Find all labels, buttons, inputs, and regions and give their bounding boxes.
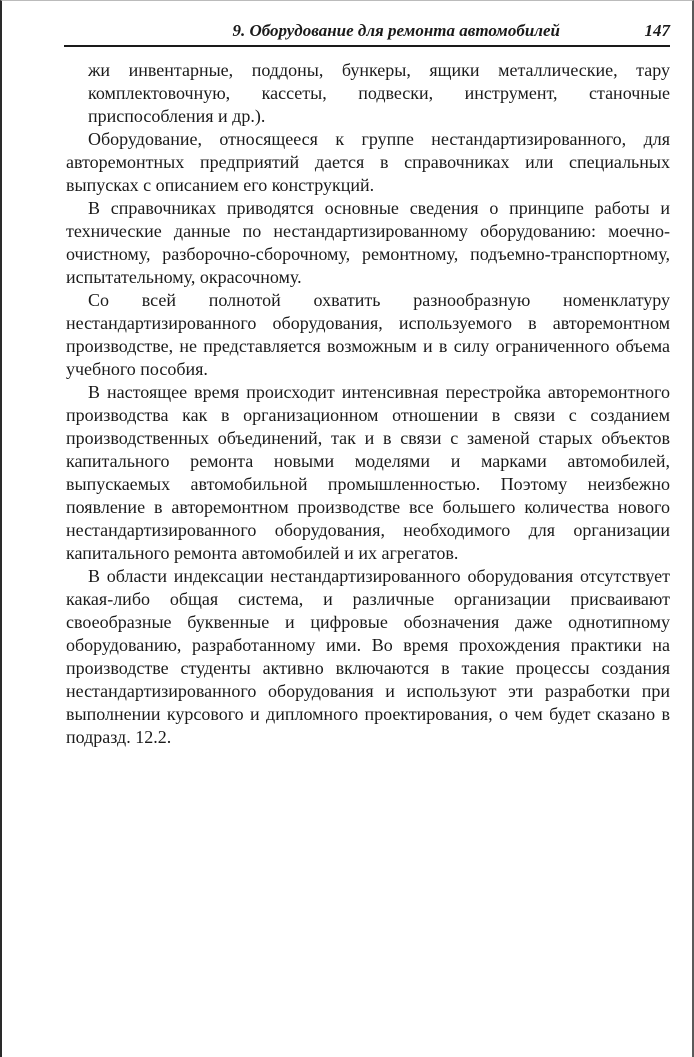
running-header [64, 19, 670, 47]
chapter-title: 9. Оборудование для ремонта автомобилей [232, 21, 560, 40]
paragraph: В настоящее время происходит интенсивная перестройка авторемонтного производства как в организационном отношении в связи с созданием производственных объединений, так и в связи с заменой старых объектов капитального ремонта новыми моделями и марками автомобилей, выпускаемых автомобильной промышленностью. Поэтому неизбежно появление в авторемонтном производстве все большего количества нового нестандартизированного оборудования, необходимого для организации капитального ремонта автомобилей и их агрегатов. [66, 382, 670, 563]
paragraph: В справочниках приводятся основные сведения о принципе работы и технические данные по нестандартизированному оборудованию: моечно-очистному, разборочно-сборочному, ремонтному, подъемно-транспортному, испытательному, окрасочному. [66, 198, 670, 287]
paragraph: Оборудование, относящееся к группе нестандартизированного, для авторемонтных предприятий дается в справочниках или специальных выпусках с описанием его конструкций. [66, 129, 670, 195]
body-text [66, 59, 670, 749]
paragraph-continuation: жи инвентарные, поддоны, бункеры, ящики металлические, тару комплектовочную, кассеты, подвески, инструмент, станочные приспособления и др.). [88, 60, 670, 126]
page-number: 147 [644, 21, 670, 40]
paragraph: Со всей полнотой охватить разнообразную номенклатуру нестандартизированного оборудования, используемого в авторемонтном производстве, не представляется возможным и в силу ограниченного объема учебного пособия. [66, 290, 670, 379]
paragraph: В области индексации нестандартизированного оборудования отсутствует какая-либо общая система, и различные организации присваивают своеобразные буквенные и цифровые обозначения даже однотипному оборудованию, разработанному ими. Во время прохождения практики на производстве студенты активно включаются в такие процессы создания нестандартизированного оборудования и используют эти разработки при выполнении курсового и дипломного проектирования, о чем будет сказано в подразд. 12.2. [66, 566, 670, 747]
